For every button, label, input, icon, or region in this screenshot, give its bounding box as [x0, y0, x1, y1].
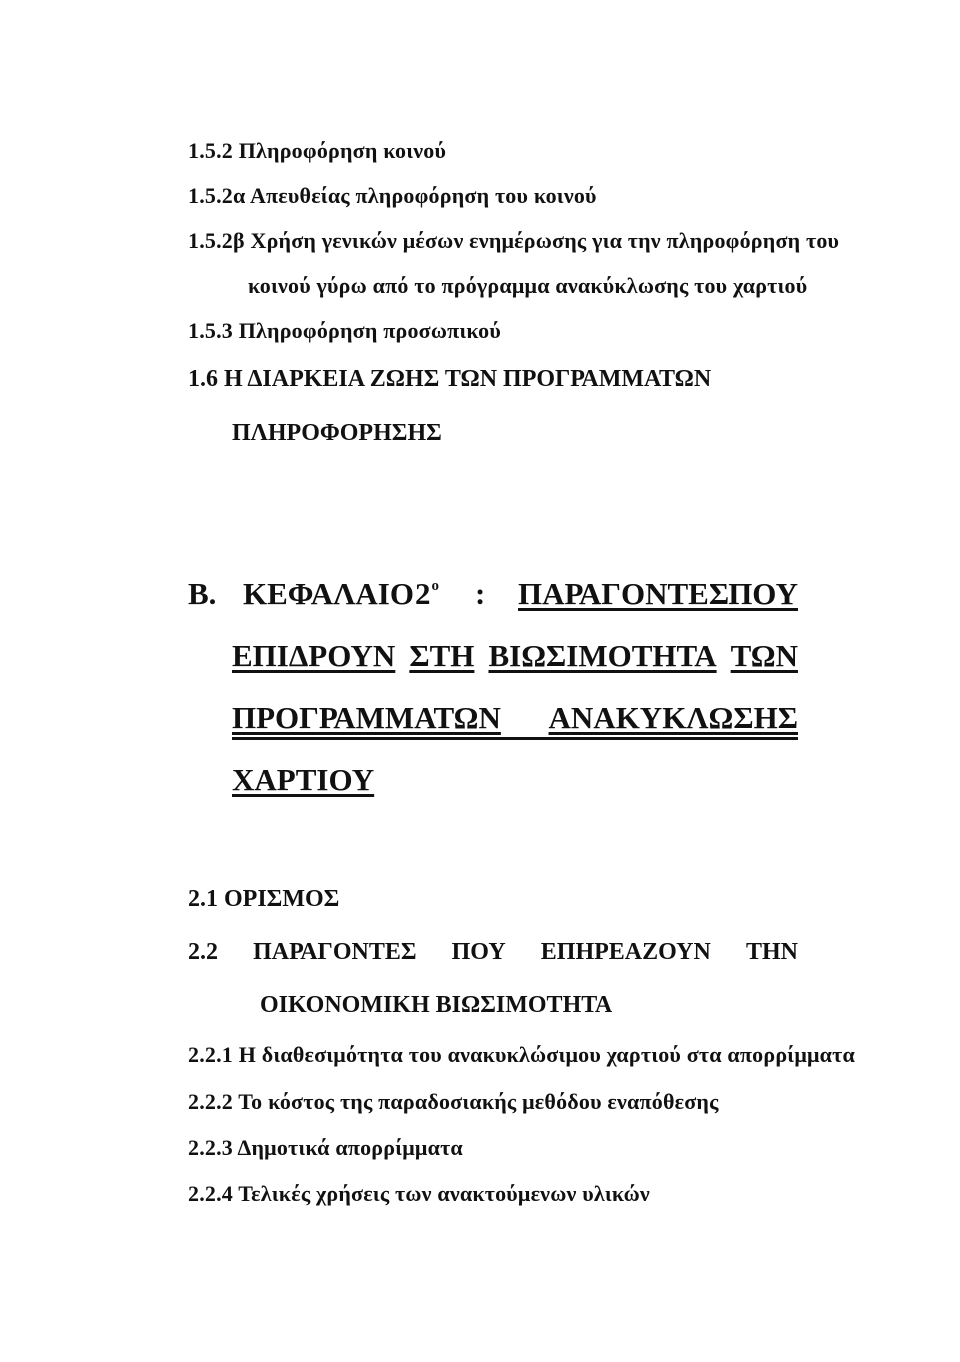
chapter-word: ΚΕΦΑΛΑΙΟ	[243, 576, 414, 611]
chapter-title-word-5: ΒΙΩΣΙΜΟΤΗΤΑ	[488, 638, 717, 673]
toc-item-2-2-2: 2.2.2 Το κόστος της παραδοσιακής μεθόδου εναπόθεσης	[188, 1089, 719, 1114]
toc-item-1-5-2: 1.5.2 Πληροφόρηση κοινού	[188, 138, 447, 163]
chapter-number: $2^o$	[415, 576, 439, 611]
toc-item-2-2	[188, 940, 798, 964]
toc-item-2-2-3: 2.2.3 Δημοτικά απορρίμματα	[188, 1135, 463, 1160]
chapter-title-word-9: ΧΑΡΤΙΟΥ	[232, 762, 375, 797]
toc-item-1-5-2a: 1.5.2α Απευθείας πληροφόρηση του κοινού	[188, 183, 597, 208]
toc-item-2-2-word-1: 2.2	[188, 939, 218, 965]
toc-item-2-2-4: 2.2.4 Τελικές χρήσεις των ανακτούμενων υλικών	[188, 1181, 650, 1206]
chapter-title-word-2: ΠΟΥ	[728, 576, 798, 611]
chapter-prefix: Β.	[188, 576, 217, 611]
toc-item-1-5-2b-continued: κοινού γύρω από το πρόγραμμα ανακύκλωσης του χαρτιού	[248, 273, 808, 298]
chapter-heading-line-3	[232, 702, 798, 733]
toc-item-1-5-3: 1.5.3 Πληροφόρηση προσωπικού	[188, 318, 501, 343]
toc-item-2-2-word-3: ΠΟΥ	[451, 939, 506, 965]
toc-item-1-6: 1.6 Η ΔΙΑΡΚΕΙΑ ΖΩΗΣ ΤΩΝ ΠΡΟΓΡΑΜΜΑΤΩΝ	[188, 366, 712, 392]
toc-item-2-2-1: 2.2.1 Η διαθεσιμότητα του ανακυκλώσιμου χαρτιού στα απορρίμματα	[188, 1042, 855, 1067]
toc-item-1-5-2b: 1.5.2β Χρήση γενικών μέσων ενημέρωσης για την πληροφόρηση του	[188, 228, 840, 253]
toc-item-2-2-word-5: ΤΗΝ	[745, 939, 798, 965]
chapter-heading-line-4	[232, 764, 374, 795]
chapter-underline-gap-fill	[232, 737, 798, 740]
toc-item-1-6-continued: ΠΛΗΡΟΦΟΡΗΣΗΣ	[232, 420, 442, 446]
toc-item-2-1: 2.1 ΟΡΙΣΜΟΣ	[188, 886, 340, 912]
toc-item-2-2-continued: ΟΙΚΟΝΟΜΙΚΗ ΒΙΩΣΙΜΟΤΗΤΑ	[260, 992, 613, 1018]
chapter-title-word-6: ΤΩΝ	[730, 638, 798, 673]
chapter-colon: :	[475, 576, 486, 611]
chapter-title-word-8: ΑΝΑΚΥΚΛΩΣΗΣ	[548, 700, 798, 735]
chapter-number-superscript: ο	[431, 578, 439, 594]
chapter-title-word-7: ΠΡΟΓΡΑΜΜΑΤΩΝ	[232, 700, 501, 735]
toc-item-2-2-word-4: ΕΠΗΡΕΑΖΟΥΝ	[540, 939, 711, 965]
chapter-title-word-4: ΣΤΗ	[409, 638, 475, 673]
chapter-title-word-3: ΕΠΙΔΡΟΥΝ	[232, 638, 396, 673]
chapter-title-word-1: ΠΑΡΑΓΟΝΤΕΣ	[518, 576, 730, 611]
toc-item-2-2-word-2: ΠΑΡΑΓΟΝΤΕΣ	[253, 939, 417, 965]
chapter-heading-line-2	[232, 640, 798, 671]
